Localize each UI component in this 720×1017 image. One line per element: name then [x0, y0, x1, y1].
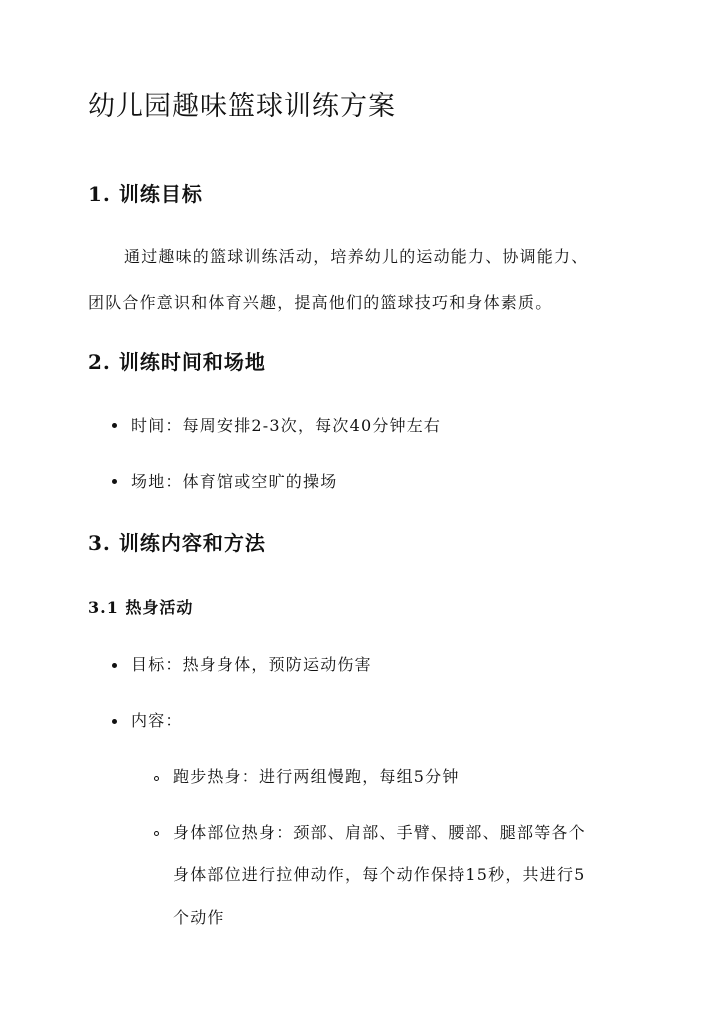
- sub-bullet-stretch-line: 身体部位热身：颈部、肩部、手臂、腰部、腿部等各个: [173, 823, 586, 842]
- sub-bullet-icon: [154, 776, 159, 781]
- sub-bullet-stretch-line: 身体部位进行拉伸动作，每个动作保持15秒，共进行5: [173, 865, 586, 884]
- bullet-item-time: 时间：每周安排2-3次，每次40分钟左右: [131, 416, 442, 435]
- section-heading-time-venue: 2. 训练时间和场地: [88, 350, 266, 374]
- bullet-icon: [112, 719, 117, 724]
- subsection-heading-warmup: 3.1 热身活动: [88, 598, 194, 617]
- paragraph-line: 通过趣味的篮球训练活动，培养幼儿的运动能力、协调能力、: [124, 247, 589, 266]
- section-heading-goals: 1. 训练目标: [88, 182, 203, 206]
- document-title: 幼儿园趣味篮球训练方案: [88, 91, 396, 122]
- bullet-item-content: 内容：: [131, 711, 183, 730]
- bullet-item-goal: 目标：热身身体，预防运动伤害: [131, 655, 372, 674]
- sub-bullet-icon: [154, 831, 159, 836]
- bullet-icon: [112, 663, 117, 668]
- sub-bullet-stretch-line: 个动作: [173, 908, 225, 927]
- sub-bullet-running: 跑步热身：进行两组慢跑，每组5分钟: [173, 767, 460, 786]
- bullet-icon: [112, 479, 117, 484]
- paragraph-line: 团队合作意识和体育兴趣，提高他们的篮球技巧和身体素质。: [88, 293, 553, 312]
- bullet-item-venue: 场地：体育馆或空旷的操场: [131, 472, 338, 491]
- bullet-icon: [112, 423, 117, 428]
- section-heading-content-method: 3. 训练内容和方法: [88, 531, 266, 555]
